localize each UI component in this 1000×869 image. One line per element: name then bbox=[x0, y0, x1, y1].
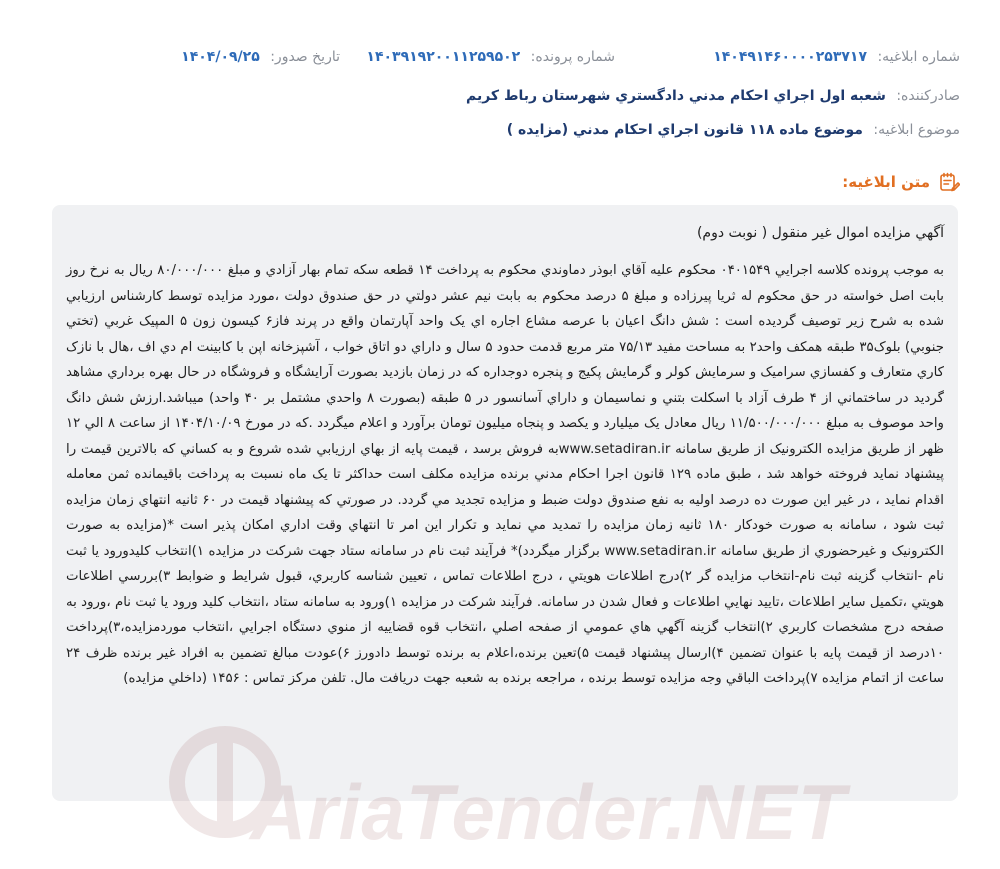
issuer-row bbox=[40, 88, 960, 104]
case-number bbox=[366, 49, 615, 65]
subject-row bbox=[40, 122, 960, 138]
notice-number-label: شماره ابلاغيه: bbox=[877, 49, 960, 65]
issuer-value: شعبه اول اجراي احکام مدني دادگستري شهرستان رباط کريم bbox=[465, 88, 886, 104]
notice-meta-row bbox=[40, 49, 960, 71]
watermark-text: AriaTender.NET bbox=[250, 768, 847, 856]
issue-date-label: تاريخ صدور: bbox=[270, 49, 340, 65]
notice-number bbox=[713, 49, 960, 65]
notice-title: آگهي مزايده اموال غير منقول ( نوبت دوم) bbox=[696, 225, 944, 241]
notice-text: به موجب پرونده کلاسه اجرايي ۰۴۰۱۵۴۹ محکوم عليه آقاي ابوذر دماوندي محکوم به پرداخت ۱۴ قطعه سکه تمام بهار آزادي و مبلغ ۸۰/۰۰۰/۰۰۰ ريال به نرخ روز بابت اصل خواسته در حق محکوم له ثريا پيرزاده و مبلغ ۵ درصد محکوم به بابت نيم عشر دولتي در حق صندوق دولت ،مورد مزايده توسط کارشناس ارزيابي شده به شرح زير توصيف گرديده است : شش دانگ اعيان با عرصه مشاع اجاره اي يک واحد آپارتمان واقع در پرند فاز۶ کيسون زون ۵ المپيک غربي (تختي جنوبي) بلوک۳۵ طبقه همکف واحد۲ به مساحت مفيد ۷۵/۱۳ متر مربع قدمت حدود ۵ سال و داراي دو اتاق خواب ، آشپزخانه اپن با کابينت ام دي اف ،هال با نازک کاري متعارف و کفسازي سراميک و سرمايش کولر و گرمايش پکيج و پنجره دوجداره که در زمان بازديد بصورت آرايشگاه و فروشگاه در حال بهره برداري مشاهد گرديد در ساختماني از ۴ طرف آزاد با اسکلت بتني و نماسيمان و داراي آسانسور در ۵ طبقه (بصورت ۸ واحدي مشتمل بر ۴۰ واحد) ميباشد.ارزش شش دانگ واحد موصوف به مبلغ ۱۱/۵۰۰/۰۰۰/۰۰۰ ريال معادل يک ميليارد و يکصد و پنجاه ميليون تومان برآورد و اعلام ميگردد .که در مورخ ۱۴۰۴/۱۰/۰۹ از ساعت ۸ الي ۱۲ ظهر از طريق مزايده الکترونيک از طريق سامانه www.setadiran.irبه فروش برسد ، قيمت پايه از بهاي ارزيابي شده شروع و به کساني که بالاترين قيمت را پيشنهاد نمايد فروخته خواهد شد ، طبق ماده ۱۲۹ قانون اجرا احکام مدني برنده مزايده مکلف است حداکثر تا يک ماه نسبت به پرداخت باقيمانده ثمن معامله اقدام نمايد ، در غير اين صورت ده درصد اوليه به نفع صندوق دولت ضبط و مزايده تجديد مي گردد. در صورتي که پيشنهاد قيمت در ۶۰ ثانيه انتهاي زمان مزايده ثبت شود ، سامانه به صورت خودکار ۱۸۰ ثانيه زمان مزايده را تمديد مي نمايد و تکرار اين امر تا انتهاي وقت اداري امکان پذير است *(مزايده به صورت الکترونيک و غيرحضوري از طريق سامانه www.setadiran.ir برگزار ميگردد)* فرآيند ثبت نام در سامانه ستاد جهت شرکت در مزايده ۱)انتخاب کليدورود يا ثبت نام -انتخاب گزينه ثبت نام-انتخاب مزايده گر ۲)درج اطلاعات هويتي ، درج اطلاعات تماس ، تعيين شناسه کاربري، قبول شرايط و ضوابط ۳)بررسي اطلاعات هويتي ،تکميل ساير اطلاعات ،تاييد نهايي اطلاعات و فعال شدن در سامانه. فرآيند شرکت در مزايده ۱)ورود به سامانه ستاد ،انتخاب کليد ورود يا ثبت نام ،ورود به صفحه درج مشخصات کاربري ۲)انتخاب گزينه آگهي هاي عمومي از صفحه اصلي ،انتخاب قوه قضاييه از منوي دستگاه اجرايي ،انتخاب موردمزايده،۳)پرداخت ۱۰درصد از قيمت پايه با عنوان تضمين ۴)ارسال پيشنهاد قيمت ۵)تعين برنده،اعلام به برنده توسط دادورز ۶)عودت مبالغ تضمين به افراد غير برنده ظرف ۲۴ ساعت از اتمام مزايده ۷)پرداخت الباقي وجه مزايده توسط برنده ، مراجعه برنده به شعبه جهت دريافت مال. تلفن مرکز تماس : ۱۴۵۶ (داخلي مزايده) bbox=[66, 263, 945, 686]
notice-document-icon bbox=[938, 171, 960, 193]
notice-number-value: ۱۴۰۴۹۱۴۶۰۰۰۰۲۵۳۷۱۷ bbox=[713, 49, 867, 65]
issue-date-value: ۱۴۰۴/۰۹/۲۵ bbox=[181, 49, 260, 65]
case-number-label: شماره پرونده: bbox=[530, 49, 615, 65]
subject-label: موضوع ابلاغيه: bbox=[873, 122, 960, 138]
notice-body-header bbox=[842, 171, 960, 193]
issue-date bbox=[181, 49, 340, 65]
issuer-label: صادرکننده: bbox=[896, 88, 960, 104]
case-number-value: ۱۴۰۳۹۱۹۲۰۰۱۱۲۵۹۵۰۲ bbox=[366, 49, 521, 65]
subject-value: موضوع ماده ۱۱۸ قانون اجراي احکام مدني (مزايده ) bbox=[506, 122, 863, 138]
notice-content-box bbox=[52, 205, 958, 801]
notice-body-label: متن ابلاغيه: bbox=[842, 173, 930, 191]
